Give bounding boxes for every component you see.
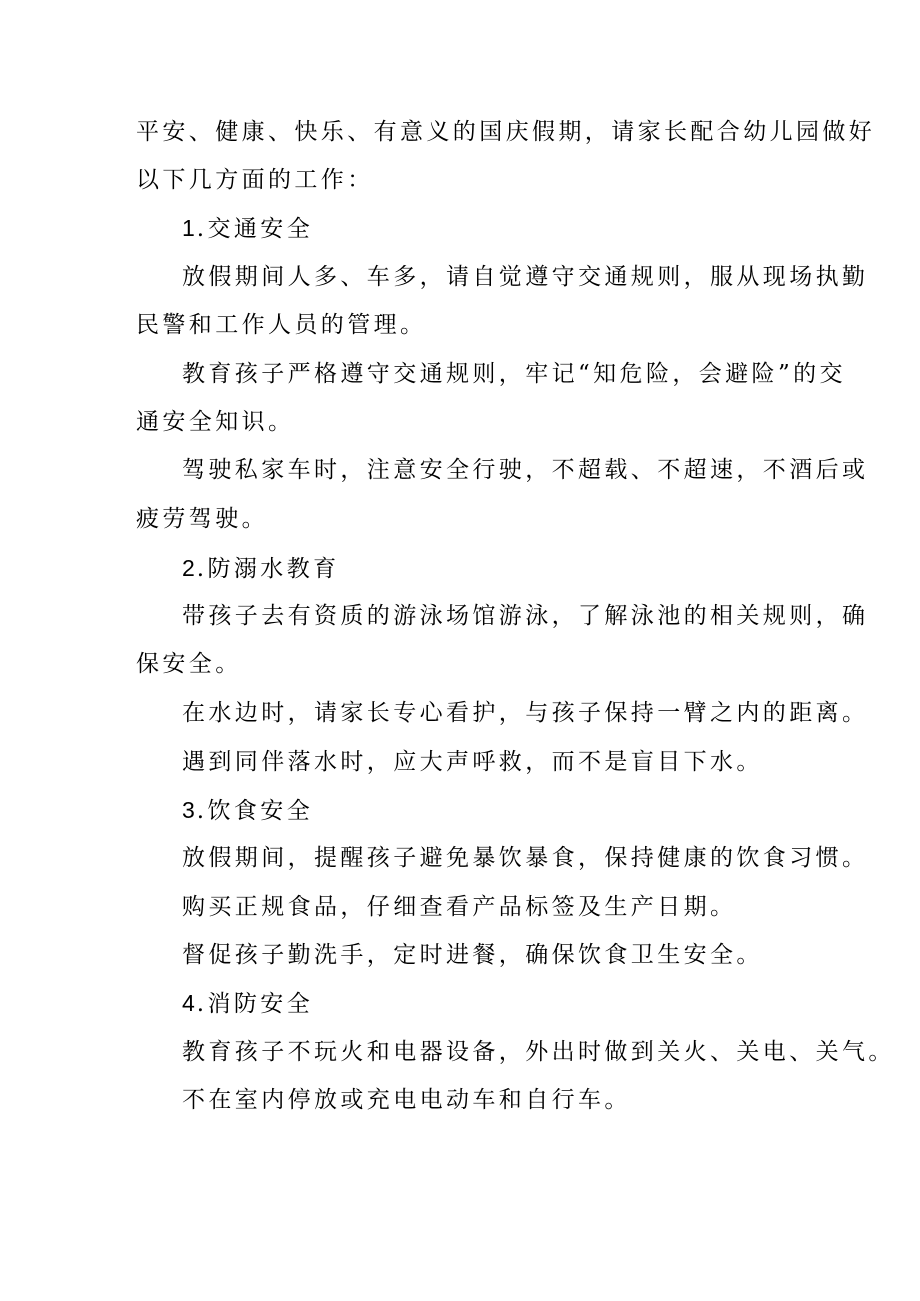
section-number: 4 [182, 990, 195, 1016]
paragraph-line: 购买正规食品，仔细查看产品标签及生产日期。 [182, 894, 737, 920]
paragraph-line: 督促孩子勤洗手，定时进餐，确保饮食卫生安全。 [182, 942, 763, 968]
paragraph-line: 通安全知识。 [136, 409, 295, 435]
section-title: .交通安全 [196, 216, 314, 242]
section-number: 1 [182, 215, 195, 241]
intro-line-1: 平安、健康、快乐、有意义的国庆假期，请家长配合幼儿园做好 [136, 119, 876, 145]
paragraph-line: 疲劳驾驶。 [136, 506, 268, 532]
section-number: 2 [182, 555, 195, 581]
paragraph-line: 教育孩子严格遵守交通规则，牢记“知危险，会避险”的交 [182, 361, 846, 387]
section-title: .防溺水教育 [196, 556, 340, 582]
paragraph-line: 驾驶私家车时，注意安全行驶，不超载、不超速，不酒后或 [182, 457, 869, 483]
paragraph-line: 民警和工作人员的管理。 [136, 312, 427, 338]
paragraph-line: 保安全。 [136, 651, 242, 677]
section-heading-drowning-prevention [182, 553, 340, 584]
section-heading-traffic-safety [182, 213, 313, 244]
section-title: .饮食安全 [196, 798, 314, 824]
paragraph-line: 在水边时，请家长专心看护，与孩子保持一臂之内的距离。 [182, 700, 869, 726]
section-heading-food-safety [182, 795, 313, 826]
paragraph-line: 不在室内停放或充电电动车和自行车。 [182, 1087, 631, 1113]
paragraph-line: 放假期间人多、车多，请自觉遵守交通规则，服从现场执勤 [182, 264, 869, 290]
section-heading-fire-safety [182, 988, 313, 1019]
paragraph-line: 遇到同伴落水时，应大声呼救，而不是盲目下水。 [182, 749, 763, 775]
paragraph-line: 放假期间，提醒孩子避免暴饮暴食，保持健康的饮食习惯。 [182, 845, 869, 871]
paragraph-line: 教育孩子不玩火和电器设备，外出时做到关火、关电、关气。 [182, 1039, 895, 1065]
paragraph-line: 带孩子去有资质的游泳场馆游泳，了解泳池的相关规则，确 [182, 603, 869, 629]
intro-line-2: 以下几方面的工作： [136, 167, 374, 193]
section-title: .消防安全 [196, 991, 314, 1017]
section-number: 3 [182, 797, 195, 823]
